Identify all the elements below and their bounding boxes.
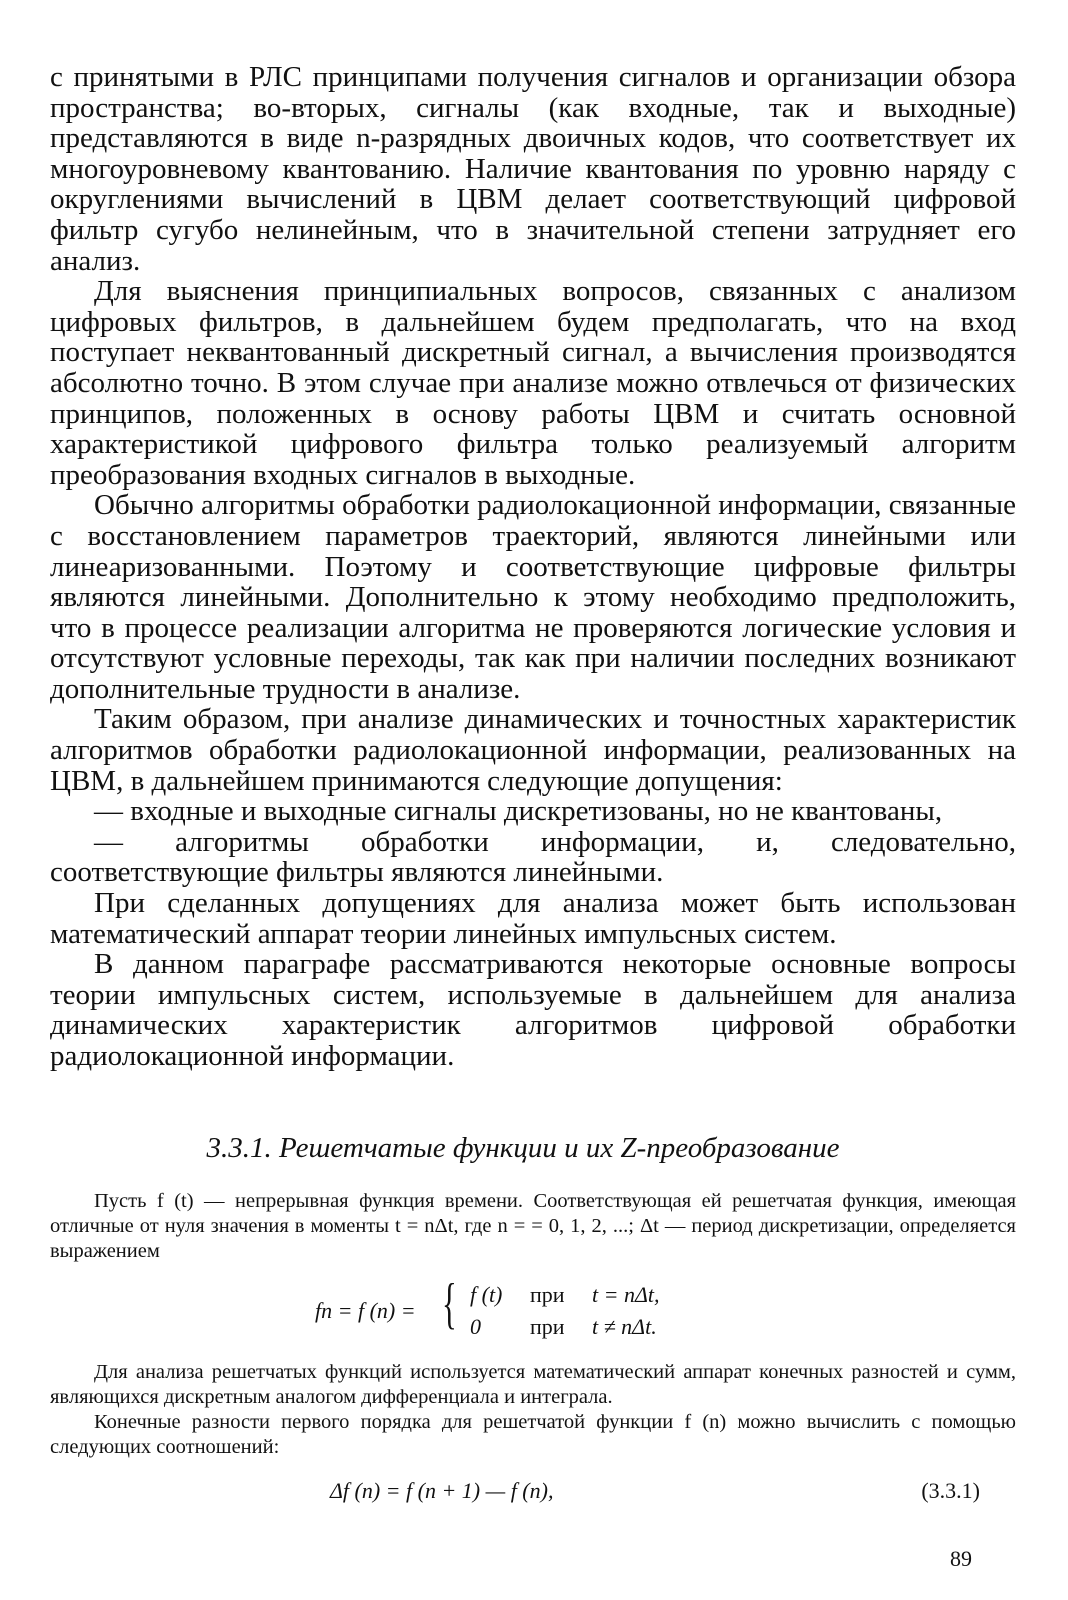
assumption-1: — входные и выходные сигналы дискретизованы, но не квантованы, [94,795,943,828]
formula-row-1-value: f (t) [470,1281,503,1307]
main-text [50,62,1016,1072]
formula-row-1-condition: t = nΔt, [592,1281,660,1307]
analysis-paragraph: Для анализа решетчатых функций используется математический аппарат конечных разностей и сумм, являющихся дискретным аналогом дифференциала и интеграла. [50,1360,1016,1408]
formula-row-2-value: 0 [470,1313,481,1339]
formula-row-1-word: при [530,1281,565,1307]
piecewise-formula [50,1264,1016,1360]
differences-paragraph: Конечные разности первого порядка для решетчатой функции f (n) можно вычислить с помощью следующих соотношений: [50,1410,1016,1458]
equation-number: (3.3.1) [921,1477,980,1503]
equation-3-3-1 [50,1478,1016,1512]
page-number: 89 [950,1546,972,1571]
formula-row-2 [470,1314,657,1340]
equation-expression: Δf (n) = f (n + 1) — f (n), [330,1477,554,1503]
section-heading: 3.3.1. Решетчатые функции и их Z-преобразование [206,1131,840,1164]
paragraph-6: В данном параграфе рассматриваются некоторые основные вопросы теории импульсных систем, используемые в дальнейшем для анализа динамических характеристик алгоритмов цифровой обработки радиолокационной информации. [50,948,1016,1072]
section-text-2 [50,1360,1016,1460]
formula-row-1 [470,1282,659,1308]
paragraph-3: Обычно алгоритмы обработки радиолокационной информации, связанные с восстановлением параметров траекторий, являются линейными или линеаризованными. Поэтому и соответствующие цифровые фильтры являются линейными. Дополнительно к этому необходимо предположить, что в процессе реализации алгоритма не проверяются логические условия и отсутствуют условные переходы, так как при наличии последних возникают дополнительные трудности в анализе. [50,489,1016,705]
paragraph-5: При сделанных допущениях для анализа может быть использован математический аппарат теории линейных импульсных систем. [50,887,1016,950]
paragraph-4: Таким образом, при анализе динамических и точностных характеристик алгоритмов обработки радиолокационной информации, реализованных на ЦВМ, в дальнейшем принимаются следующие допущения: [50,703,1016,797]
assumption-2: — алгоритмы обработки информации, и, следовательно, соответствующие фильтры являются линейными. [50,825,1016,889]
paragraph-1: с принятыми в РЛС принципами получения сигналов и организации обзора пространства; во-вторых, сигналы (как входные, так и выходные) представляются в виде n-разрядных двоичных кодов, что соответствует их многоуровневому квантованию. Наличие квантования по уровню наряду с округлениями вычислений в ЦВМ делает соответствующий цифровой фильтр сугубо нелинейным, что в значительной степени затрудняет его анализ. [50,61,1016,277]
intro-paragraph: Пусть f (t) — непрерывная функция времени. Соответствующая ей решетчатая функция, имеющая отличные от нуля значения в моменты t = nΔt, где n = = 0, 1, 2, ...; Δt — период дискретизации, определяется выражением [50,1189,1016,1262]
section-text [50,1189,1016,1264]
formula-brace: { [442,1272,457,1335]
formula-lhs: fn = f (n) = [315,1297,416,1323]
formula-row-2-condition: t ≠ nΔt. [592,1313,657,1339]
page-content [50,62,1016,1512]
paragraph-2: Для выяснения принципиальных вопросов, связанных с анализом цифровых фильтров, в дальнейшем будем предполагать, что на вход поступает неквантованный дискретный сигнал, а вычисления производятся абсолютно точно. В этом случае при анализе можно отвлечься от физических принципов, положенных в основу работы ЦВМ и считать основной характеристикой цифрового фильтра только реализуемый алгоритм преобразования входных сигналов в выходные. [50,275,1016,491]
formula-row-2-word: при [530,1313,565,1339]
